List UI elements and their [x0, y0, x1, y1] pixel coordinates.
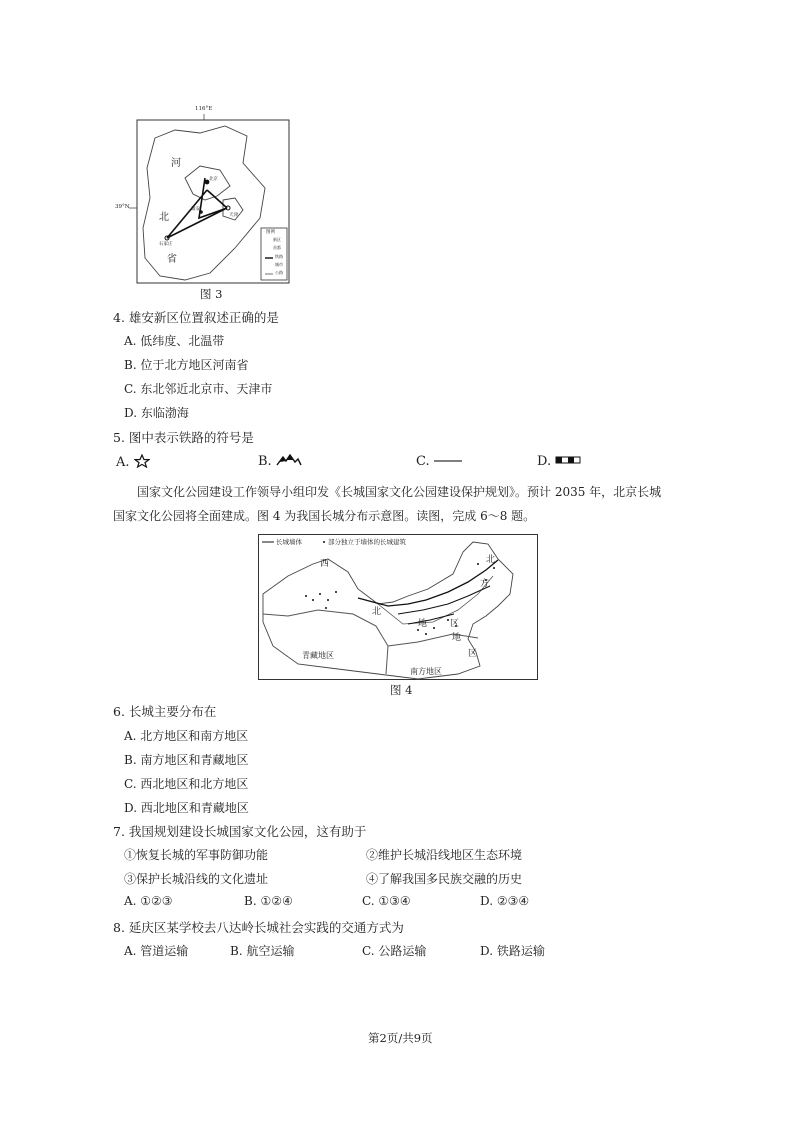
province-char-3: 省: [167, 254, 177, 265]
question-7-option-b[interactable]: B. ①②④: [244, 894, 293, 908]
question-4-stem: 4. 雄安新区位置叙述正确的是: [113, 310, 279, 325]
mountain-symbol-icon: [276, 454, 302, 466]
region-south: 南方地区: [410, 667, 442, 676]
region-char: 西: [320, 559, 330, 569]
question-7-statement-2: ②维护长城沿线地区生态环境: [366, 848, 523, 862]
region-char: 区: [450, 619, 460, 629]
legend-great-wall-line: 长城墙体: [276, 538, 302, 546]
question-7-option-d[interactable]: D. ②③④: [480, 894, 530, 908]
region-char: 方: [480, 579, 490, 589]
reading-passage: 国家文化公园建设工作领导小组印发《长城国家文化公园建设保护规划》。预计 2035 年，北京长城国家文化公园将全面建成。图 4 为我国长城分布示意图。读图，完成 6～8 题。: [113, 485, 662, 523]
region-char: 地: [418, 619, 428, 629]
question-8-option-a[interactable]: A. 管道运输: [124, 944, 189, 958]
question-4-option-a[interactable]: A. 低纬度、北温带: [124, 334, 225, 348]
legend-item: 城市: [275, 262, 283, 267]
question-7-statement-3: ③保护长城沿线的文化遗址: [124, 872, 269, 886]
road-symbol-icon: [434, 455, 462, 465]
region-qinghai-tibet: 青藏地区: [302, 651, 334, 660]
option-a-label: A.: [116, 455, 130, 470]
city-beijing: 北京: [209, 177, 218, 182]
question-5-stem: 5. 图中表示铁路的符号是: [113, 430, 254, 445]
figure-4-caption: 图 4: [390, 683, 413, 697]
page-footer: 第2页/共9页: [368, 1031, 433, 1045]
question-4-option-c[interactable]: C. 东北邻近北京市、天津市: [124, 382, 273, 396]
city-shijiazhuang: 石家庄: [159, 242, 173, 247]
question-7-option-c[interactable]: C. ①③④: [362, 894, 411, 908]
question-8-option-d[interactable]: D. 铁路运输: [480, 944, 545, 958]
figure-3-map: [115, 108, 295, 288]
legend-title: 图例: [266, 230, 275, 235]
question-8-stem: 8. 延庆区某学校去八达岭长城社会实践的交通方式为: [113, 920, 404, 935]
question-6-option-a[interactable]: A. 北方地区和南方地区: [124, 729, 249, 743]
question-6-option-c[interactable]: C. 西北地区和北方地区: [124, 777, 249, 791]
question-7-statement-4: ④了解我国多民族交融的历史: [366, 872, 523, 886]
railway-symbol-icon: [555, 455, 581, 465]
question-8-option-c[interactable]: C. 公路运输: [362, 944, 427, 958]
question-6-option-b[interactable]: B. 南方地区和青藏地区: [124, 753, 249, 767]
question-4-option-d[interactable]: D. 东临渤海: [124, 406, 189, 420]
city-xiongan: 雄安: [191, 207, 200, 212]
figure-3-caption: 图 3: [200, 287, 223, 301]
star-symbol-icon: [134, 454, 150, 468]
question-5-option-a[interactable]: [116, 454, 150, 470]
region-char: 北: [372, 607, 382, 617]
legend-item: 铁路: [275, 254, 283, 259]
region-char: 北: [486, 555, 496, 565]
question-8-option-b[interactable]: B. 航空运输: [230, 944, 295, 958]
figure-4-map: [258, 534, 538, 680]
legend-item: 首都: [273, 245, 281, 250]
question-7-statement-1: ①恢复长城的军事防御功能: [124, 848, 269, 862]
province-char-2: 北: [159, 212, 169, 223]
question-6-stem: 6. 长城主要分布在: [113, 704, 217, 719]
legend-item: 新区: [273, 237, 281, 242]
question-7-stem: 7. 我国规划建设长城国家文化公园，这有助于: [113, 824, 367, 839]
option-b-label: B.: [258, 454, 272, 469]
city-tianjin: 天津: [229, 213, 238, 218]
latitude-label: 39°N: [115, 204, 130, 210]
legend-item: 公路: [275, 270, 283, 275]
province-char-1: 河: [171, 158, 181, 169]
question-7-option-a[interactable]: A. ①②③: [124, 894, 173, 908]
legend-independent-buildings: 部分独立于墙体的长城建筑: [328, 538, 406, 546]
option-d-label: D.: [537, 454, 552, 469]
question-4-option-b[interactable]: B. 位于北方地区河南省: [124, 358, 249, 372]
question-5-option-d[interactable]: [537, 454, 581, 469]
option-c-label: C.: [416, 454, 430, 469]
region-char: 地: [452, 633, 462, 643]
question-5-option-b[interactable]: [258, 454, 302, 469]
question-5-option-c[interactable]: [416, 454, 462, 469]
question-6-option-d[interactable]: D. 西北地区和青藏地区: [124, 801, 249, 815]
longitude-label: 116°E: [195, 106, 213, 112]
region-char: 区: [468, 649, 478, 659]
